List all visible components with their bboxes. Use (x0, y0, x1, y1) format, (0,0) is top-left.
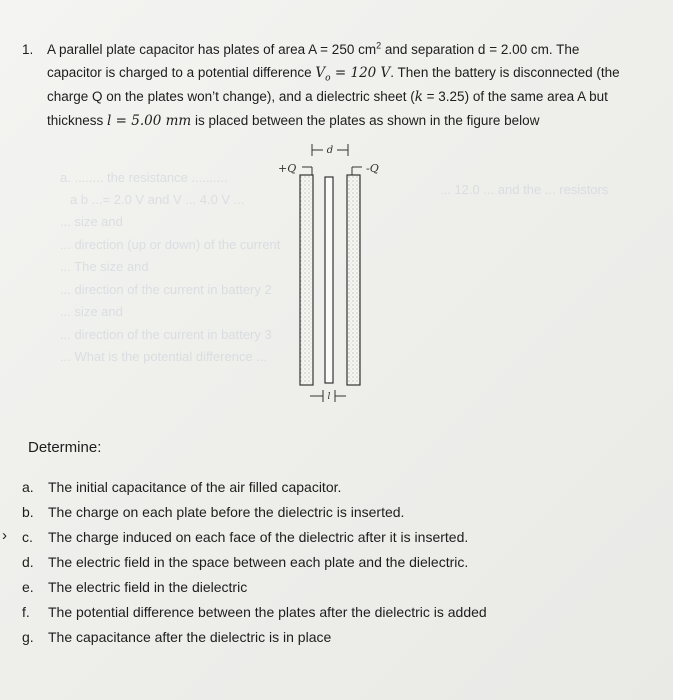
left-plate (300, 175, 313, 385)
question-g: g. The capacitance after the dielectric is in place (22, 629, 332, 645)
question-d: d. The electric field in the space between each plate and the dielectric. (22, 554, 469, 570)
d-label: d (326, 145, 334, 156)
capacitor-figure (268, 140, 398, 410)
problem-line-4: thickness l = 5.00 mm is placed between the plates as shown in the figure below (47, 113, 540, 129)
dielectric-sheet (325, 177, 333, 383)
determine-heading: Determine: (28, 439, 102, 456)
minus-q-label: -Q (366, 162, 379, 175)
problem-number: 1. (22, 42, 34, 57)
plus-q-label: +Q (278, 162, 297, 175)
l-label: l (327, 392, 331, 402)
question-e: e. The electric field in the dielectric (22, 579, 248, 595)
problem-line-2: capacitor is charged to a potential difference $V_o = 120$ V. Then the battery is disconnected (the (47, 65, 620, 84)
problem-statement (22, 38, 662, 133)
margin-mark: › (2, 527, 7, 544)
right-plate (347, 175, 360, 385)
question-list (22, 475, 487, 650)
question-b: b. The charge on each plate before the dielectric is inserted. (22, 504, 405, 520)
question-a: a. The initial capacitance of the air filled capacitor. (22, 479, 342, 495)
question-f: f. The potential difference between the plates after the dielectric is added (22, 604, 487, 620)
problem-line-1: A parallel plate capacitor has plates of area A = 250 $cm^2$ and separation d = 2.00 cm. The (47, 40, 580, 57)
problem-line-3: charge Q on the plates won’t change), and a dielectric sheet (k = 3.25) of the same area A but (47, 89, 608, 105)
question-c: c. The charge induced on each face of the dielectric after it is inserted. (22, 529, 469, 545)
